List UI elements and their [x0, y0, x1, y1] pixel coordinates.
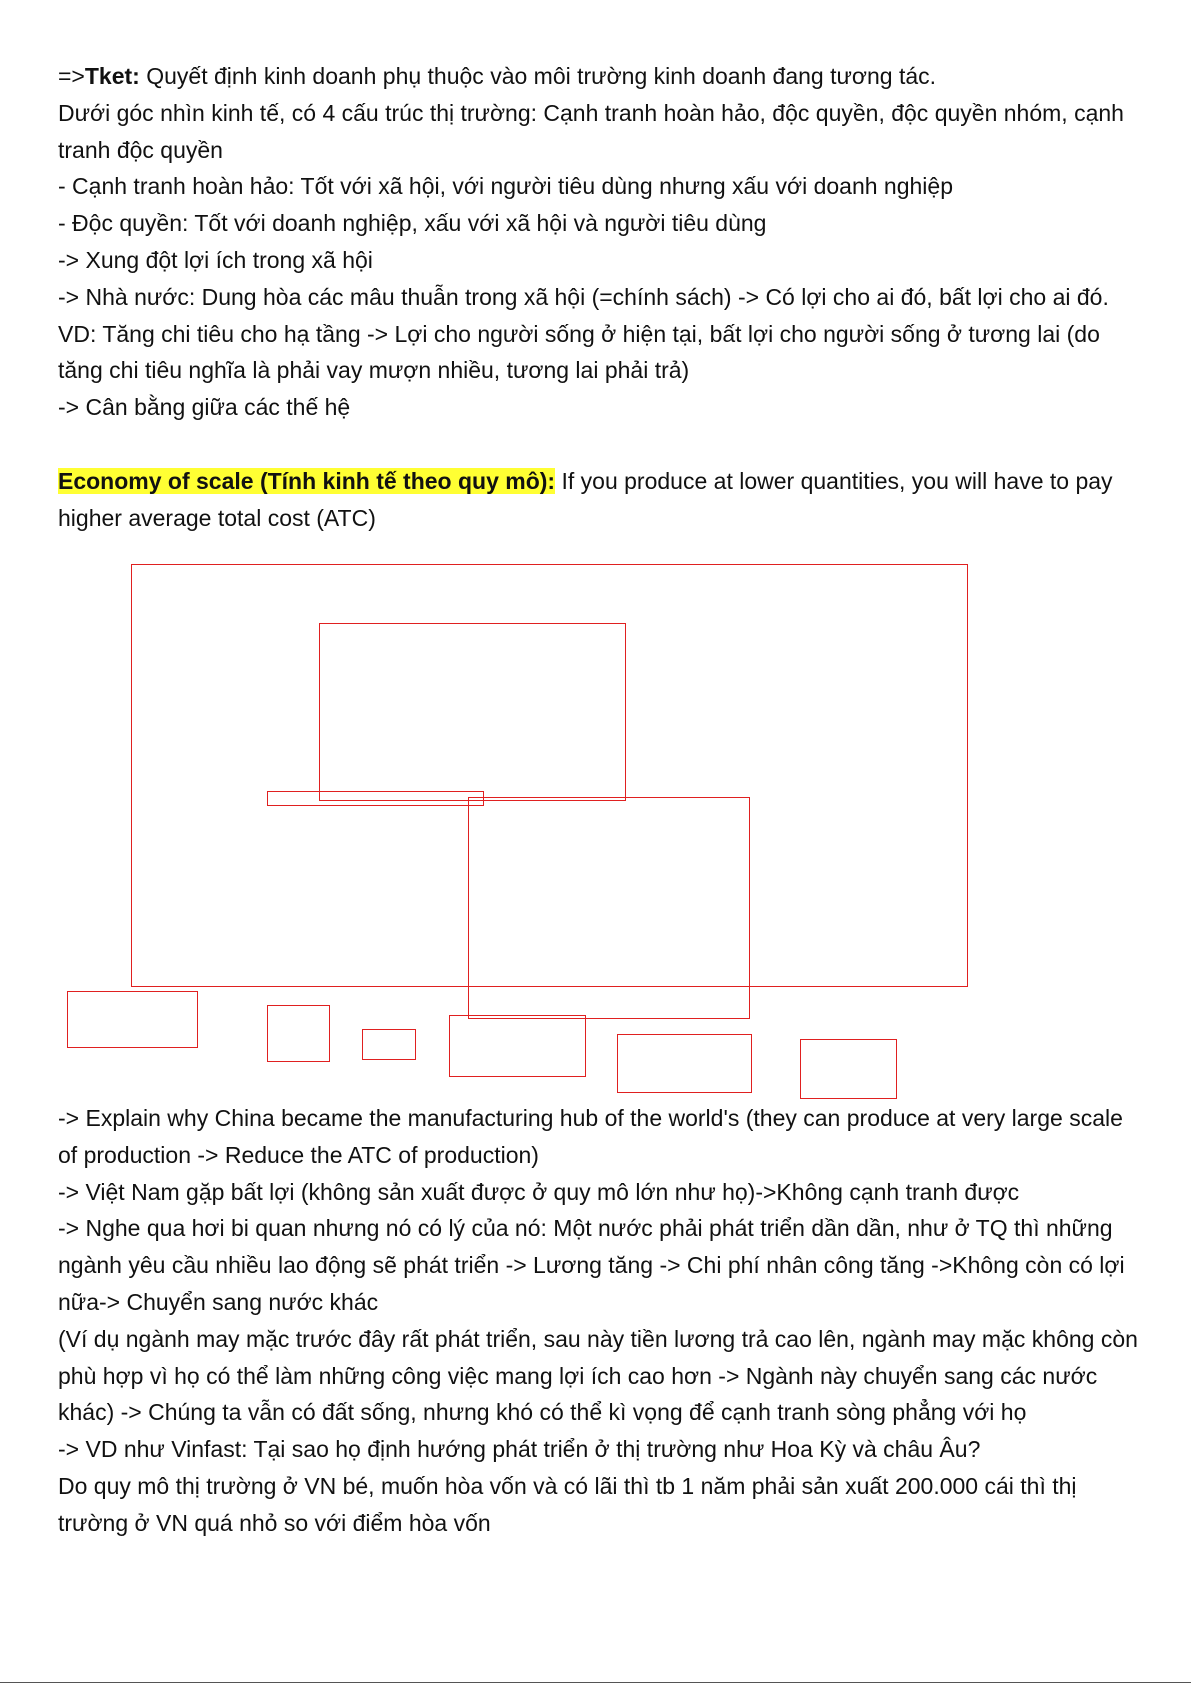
perfect-competition-line: - Cạnh tranh hoàn hảo: Tốt với xã hội, với người tiêu dùng nhưng xấu với doanh nghiệp [58, 173, 953, 200]
page-bottom-divider [0, 1682, 1191, 1683]
market-structures-paragraph: Dưới góc nhìn kinh tế, có 4 cấu trúc thị trường: Cạnh tranh hoàn hảo, độc quyền, độc quyền nhóm, cạnh tranh độc quyền [58, 99, 1124, 163]
economy-of-scale-paragraph [58, 463, 1138, 537]
figure-placeholder-lower [468, 797, 750, 1019]
gradual-development-paragraph: -> Nghe qua hơi bi quan nhưng nó có lý của nó: Một nước phải phát triển dần dần, như ở TQ thì những ngành yêu cầu nhiều lao động sẽ phát triển -> Lương tăng -> Chi phí nhân công tăng ->Không còn có lợi nữa-> Chuyển sang nước khác [58, 1215, 1125, 1315]
garment-example-paragraph: (Ví dụ ngành may mặc trước đây rất phát triển, sau này tiền lương trả cao lên, ngành may mặc không còn phù hợp vì họ có thể làm những công việc mang lợi ích cao hơn -> Ngành này chuyển sang các nước khác) -> Chúng ta vẫn có đất sống, nhưng khó có thể kì vọng để cạnh tranh sòng phẳng với họ [58, 1325, 1138, 1426]
notes-section-bottom [58, 1100, 1138, 1542]
state-role-paragraph: -> Nhà nước: Dung hòa các mâu thuẫn trong xã hội (=chính sách) -> Có lợi cho ai đó, bất lợi cho ai đó. VD: Tăng chi tiêu cho hạ tầng -> Lợi cho người sống ở hiện tại, bất lợi cho người sống ở tương lai (do tăng chi tiêu nghĩa là phải vay mượn nhiều, tương lai phải trả) [58, 283, 1109, 384]
figure-placeholder-small-6 [800, 1039, 897, 1099]
economy-of-scale-heading: Economy of scale (Tính kinh tế theo quy mô): [58, 467, 556, 494]
notes-section-top [58, 58, 1138, 536]
economy-of-scale-text: If you produce at lower quantities, you will have to pay higher average total cost (ATC) [58, 467, 1113, 531]
monopoly-line: - Độc quyền: Tốt với doanh nghiệp, xấu với xã hội và người tiêu dùng [58, 210, 767, 237]
conclusion-line [58, 58, 1138, 95]
figure-placeholder-thin [267, 791, 484, 806]
vinfast-question-line: -> VD như Vinfast: Tại sao họ định hướng phát triển ở thị trường như Hoa Kỳ và châu Âu? [58, 1436, 981, 1463]
figure-placeholder-small-1 [67, 991, 198, 1048]
figure-placeholder-upper [319, 623, 626, 801]
arrow-prefix: => [58, 63, 85, 89]
china-hub-paragraph: -> Explain why China became the manufacturing hub of the world's (they can produce at very large scale of production -> Reduce the ATC of production) [58, 1105, 1123, 1168]
figure-placeholder-small-4 [449, 1015, 586, 1077]
figure-placeholder-small-2 [267, 1005, 330, 1062]
generation-balance-line: -> Cân bằng giữa các thế hệ [58, 394, 351, 421]
conclusion-text: Quyết định kinh doanh phụ thuộc vào môi trường kinh doanh đang tương tác. [139, 63, 937, 89]
tket-label: Tket: [84, 63, 140, 89]
figure-placeholder-small-5 [617, 1034, 752, 1093]
interest-conflict-line: -> Xung đột lợi ích trong xã hội [58, 246, 373, 273]
vietnam-disadvantage-line: -> Việt Nam gặp bất lợi (không sản xuất được ở quy mô lớn như họ)->Không cạnh tranh được [58, 1178, 1020, 1205]
blank-line [58, 426, 1138, 463]
vinfast-answer-paragraph: Do quy mô thị trường ở VN bé, muốn hòa vốn và có lãi thì tb 1 năm phải sản xuất 200.000 cái thì thị trường ở VN quá nhỏ so với điểm hòa vốn [58, 1472, 1077, 1536]
figure-placeholder-small-3 [362, 1029, 416, 1060]
